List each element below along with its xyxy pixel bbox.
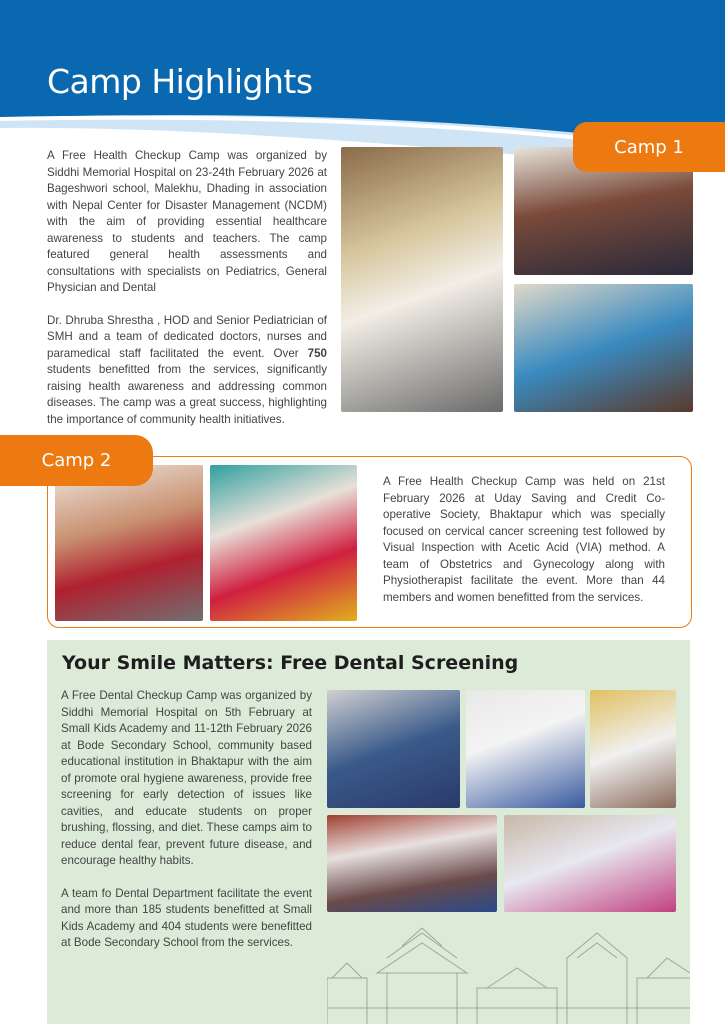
camp-2-text: A Free Health Checkup Camp was held on 21st February 2026 at Uday Saving and Credit Co-operative Society, Bhaktapur which was specially focused on cervical cancer screening test followed by Visual Inspection with Acetic Acid (VIA) method. A team of Obstetrics and Gynecology along with Physiotherapist facilitate the event. More than 44 members and women benefitted from the services. bbox=[383, 475, 665, 604]
dental-photo-4 bbox=[504, 815, 676, 912]
camp-1-photo-dental bbox=[514, 284, 693, 412]
camp-2-photo-physio bbox=[55, 465, 203, 621]
page-title: Camp Highlights bbox=[47, 62, 313, 101]
dental-title: Your Smile Matters: Free Dental Screening bbox=[62, 652, 519, 674]
beneficiary-count: 750 bbox=[307, 346, 327, 360]
camp-1-text bbox=[47, 148, 327, 444]
text: Dr. Dhruba Shrestha , HOD and Senior Pediatrician of SMH and a team of dedicated doctors, nurses and paramedical staff facilitated the event. Over bbox=[47, 313, 327, 360]
dental-photo-2 bbox=[466, 690, 585, 808]
camp-2-photo-consultation bbox=[210, 465, 357, 621]
dental-photo-group bbox=[327, 815, 497, 912]
text: students benefitted from the services, significantly raising health awareness and addressing common diseases. The camp was a great success, highlighting the importance of community health initiatives. bbox=[47, 363, 327, 426]
dental-photo-3 bbox=[590, 690, 676, 808]
dental-text bbox=[61, 688, 312, 968]
dental-photo-1 bbox=[327, 690, 460, 808]
camp-1-tab: Camp 1 bbox=[573, 122, 725, 172]
dental-paragraph: A Free Dental Checkup Camp was organized by Siddhi Memorial Hospital on 5th February at Small Kids Academy and 11-12th February 2026 at Bode Secondary School, community based educational institution in Bhaktapur with the aim of promote oral hygiene awareness, provide free screening for early detection of issues like cavities, and educate students on proper brushing, flossing, and diet. These camps aim to reduce dental fear, prevent future disease, and encourage healthy habits. bbox=[61, 689, 312, 867]
camp-1-paragraph-2 bbox=[47, 313, 327, 429]
dental-paragraph: A team fo Dental Department facilitate the event and more than 185 students benefitted at Small Kids Academy and 404 students were benefitted at Bode Secondary School from the services. bbox=[61, 886, 312, 949]
temple-sketch-illustration bbox=[327, 918, 690, 1024]
camp-1-photo-weighing bbox=[341, 147, 503, 412]
camp-1-paragraph: A Free Health Checkup Camp was organized by Siddhi Memorial Hospital on 23-24th February 2026 at Bageshwori school, Malekhu, Dhading in association with Nepal Center for Disaster Management (NCDM) with the aim of providing essential healthcare awareness to students and teachers. The camp featured general health assessments and consultations with specialists on Pediatrics, General Physician and Dental bbox=[47, 149, 327, 294]
camp-2-tab: Camp 2 bbox=[0, 435, 153, 486]
